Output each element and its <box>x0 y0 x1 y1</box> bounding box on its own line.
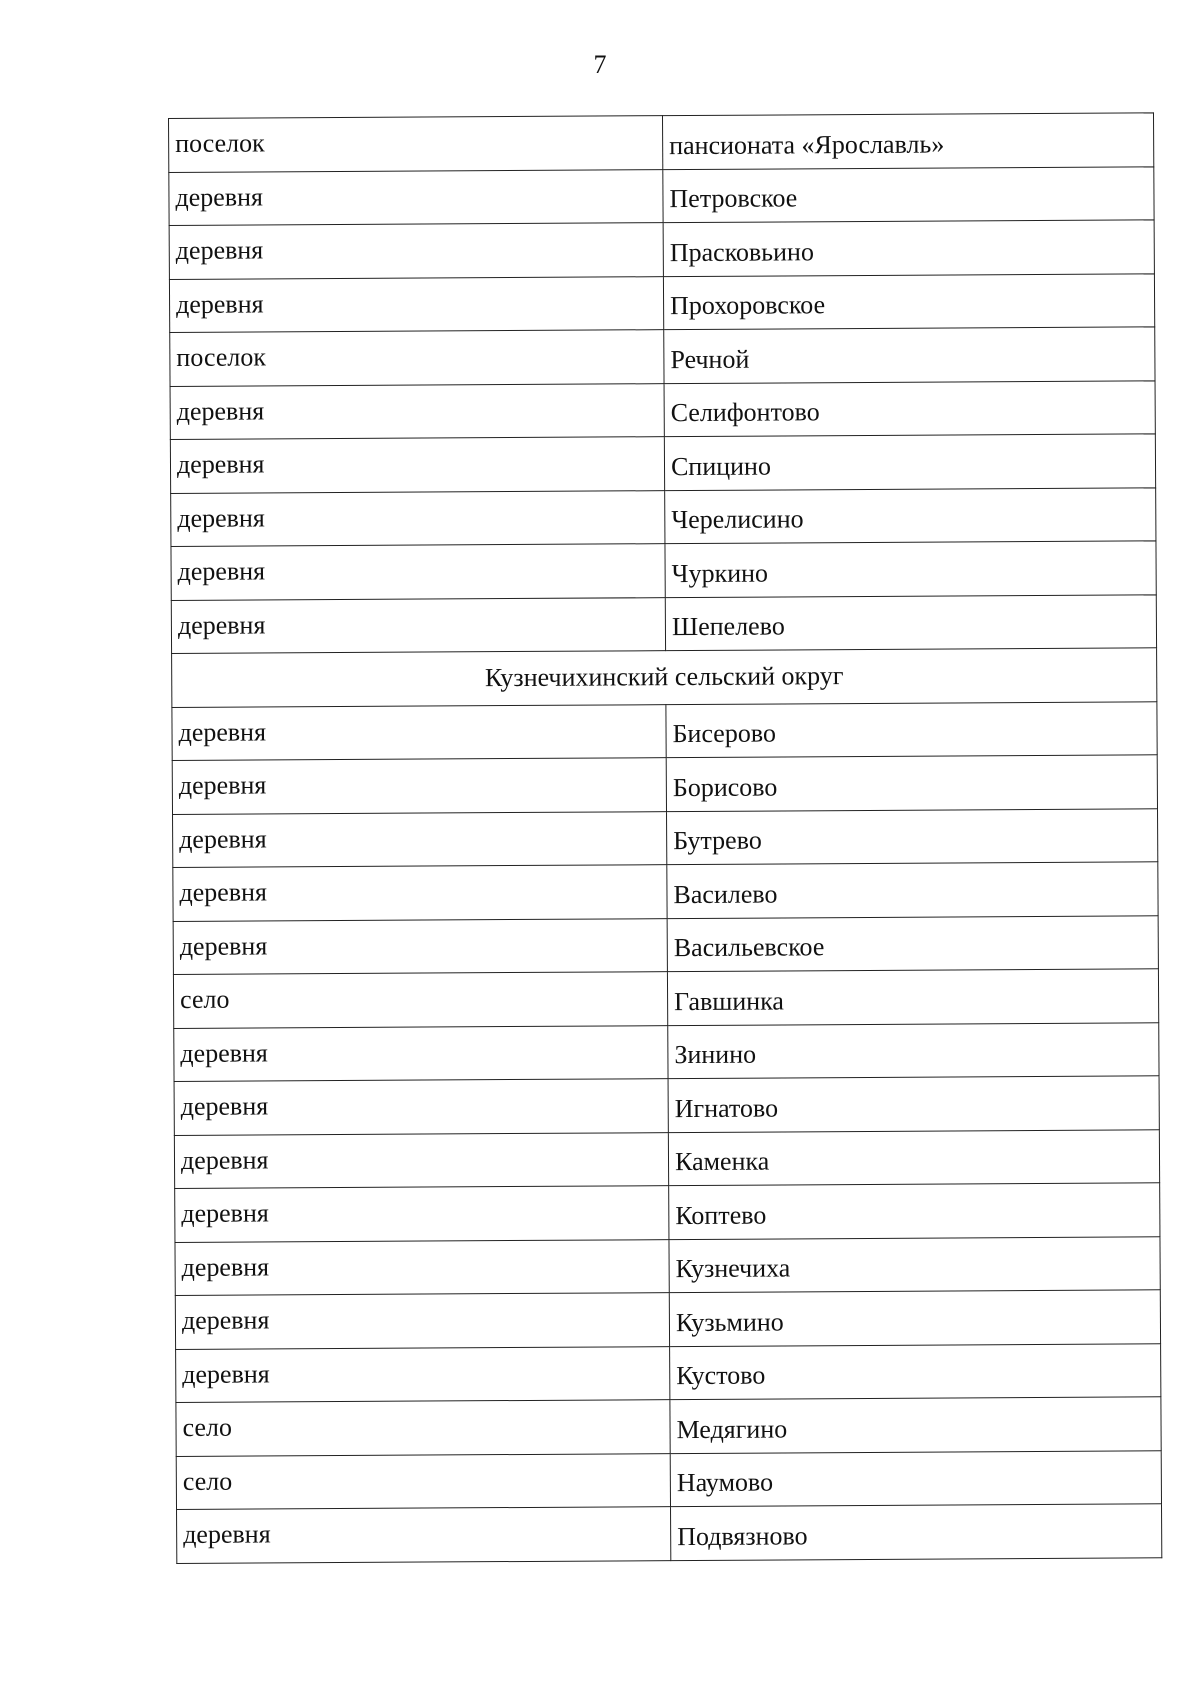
settlement-name-cell: Зинино <box>668 1022 1159 1078</box>
settlement-type-cell: деревня <box>174 1025 668 1081</box>
table-row <box>175 1290 1160 1349</box>
table-row <box>169 273 1154 332</box>
settlement-type-cell: село <box>173 972 667 1028</box>
table-row <box>170 434 1155 493</box>
table-row <box>177 1504 1162 1563</box>
settlement-type-cell: деревня <box>174 1132 668 1188</box>
table-row <box>170 327 1155 386</box>
settlement-name-cell: Селифонтово <box>664 380 1155 436</box>
page-number: 7 <box>593 50 607 79</box>
settlement-name-cell: Каменка <box>668 1129 1159 1185</box>
table-row <box>174 1129 1159 1188</box>
settlement-type-cell: село <box>176 1453 670 1509</box>
settlement-name-cell: Подвязново <box>671 1504 1162 1560</box>
settlements-table <box>168 112 1162 1563</box>
settlement-name-cell: Бутрево <box>667 808 1158 864</box>
settlement-type-cell: деревня <box>171 597 665 653</box>
settlement-type-cell: деревня <box>175 1293 669 1349</box>
table-row <box>174 1076 1159 1135</box>
settlement-type-cell: деревня <box>174 1079 668 1135</box>
table-row <box>173 969 1158 1028</box>
table-row <box>175 1183 1160 1242</box>
table-row <box>172 701 1157 760</box>
settlement-type-cell: деревня <box>171 544 665 600</box>
settlement-type-cell: деревня <box>171 490 665 546</box>
settlement-name-cell: Кузнечиха <box>669 1236 1160 1292</box>
settlements-table-wrapper <box>168 112 1161 1563</box>
settlement-type-cell: деревня <box>169 276 663 332</box>
settlement-type-cell: деревня <box>170 437 664 493</box>
table-row <box>171 541 1156 600</box>
table-row <box>174 1022 1159 1081</box>
table-row <box>176 1450 1161 1509</box>
settlement-type-cell: поселок <box>169 116 663 172</box>
table-row <box>175 1236 1160 1295</box>
table-row <box>171 487 1156 546</box>
table-row <box>171 594 1156 653</box>
settlement-name-cell: Спицино <box>664 434 1155 490</box>
settlement-name-cell: Шепелево <box>665 594 1156 650</box>
section-heading: Кузнечихинский сельский округ <box>172 648 1157 707</box>
settlement-name-cell: Кузьмино <box>669 1290 1160 1346</box>
table-row <box>169 166 1154 225</box>
settlement-type-cell: деревня <box>170 383 664 439</box>
settlement-name-cell: Петровское <box>663 166 1154 222</box>
settlement-type-cell: деревня <box>173 811 667 867</box>
settlement-name-cell: Медягино <box>670 1397 1161 1453</box>
section-row <box>172 648 1157 707</box>
table-row <box>173 808 1158 867</box>
settlement-name-cell: Васильевское <box>667 915 1158 971</box>
settlement-name-cell: Борисово <box>666 755 1157 811</box>
settlement-type-cell: поселок <box>170 330 664 386</box>
settlement-name-cell: Речной <box>664 327 1155 383</box>
settlement-type-cell: деревня <box>176 1346 670 1402</box>
settlement-type-cell: деревня <box>172 758 666 814</box>
settlement-type-cell: деревня <box>175 1186 669 1242</box>
table-row <box>176 1397 1161 1456</box>
table-row <box>176 1343 1161 1402</box>
table-row <box>169 113 1154 172</box>
settlement-name-cell: Василево <box>667 862 1158 918</box>
settlement-name-cell: Кустово <box>670 1343 1161 1399</box>
settlement-type-cell: село <box>176 1400 670 1456</box>
settlement-type-cell: деревня <box>177 1507 671 1563</box>
settlement-type-cell: деревня <box>173 865 667 921</box>
settlement-name-cell: Игнатово <box>668 1076 1159 1132</box>
settlement-name-cell: Чуркино <box>665 541 1156 597</box>
settlements-table-body <box>169 113 1162 1563</box>
settlement-name-cell: Наумово <box>670 1450 1161 1506</box>
settlement-type-cell: деревня <box>172 704 666 760</box>
settlement-type-cell: деревня <box>169 169 663 225</box>
settlement-name-cell: пансионата «Ярославль» <box>662 113 1153 169</box>
settlement-name-cell: Прасковьино <box>663 220 1154 276</box>
settlement-name-cell: Коптево <box>669 1183 1160 1239</box>
settlement-type-cell: деревня <box>173 918 667 974</box>
table-row <box>173 862 1158 921</box>
table-row <box>173 915 1158 974</box>
settlement-name-cell: Гавшинка <box>667 969 1158 1025</box>
settlement-name-cell: Прохоровское <box>663 273 1154 329</box>
settlement-name-cell: Бисерово <box>666 701 1157 757</box>
settlement-type-cell: деревня <box>175 1239 669 1295</box>
table-row <box>170 380 1155 439</box>
table-row <box>169 220 1154 279</box>
table-row <box>172 755 1157 814</box>
settlement-name-cell: Черелисино <box>665 487 1156 543</box>
settlement-type-cell: деревня <box>169 223 663 279</box>
